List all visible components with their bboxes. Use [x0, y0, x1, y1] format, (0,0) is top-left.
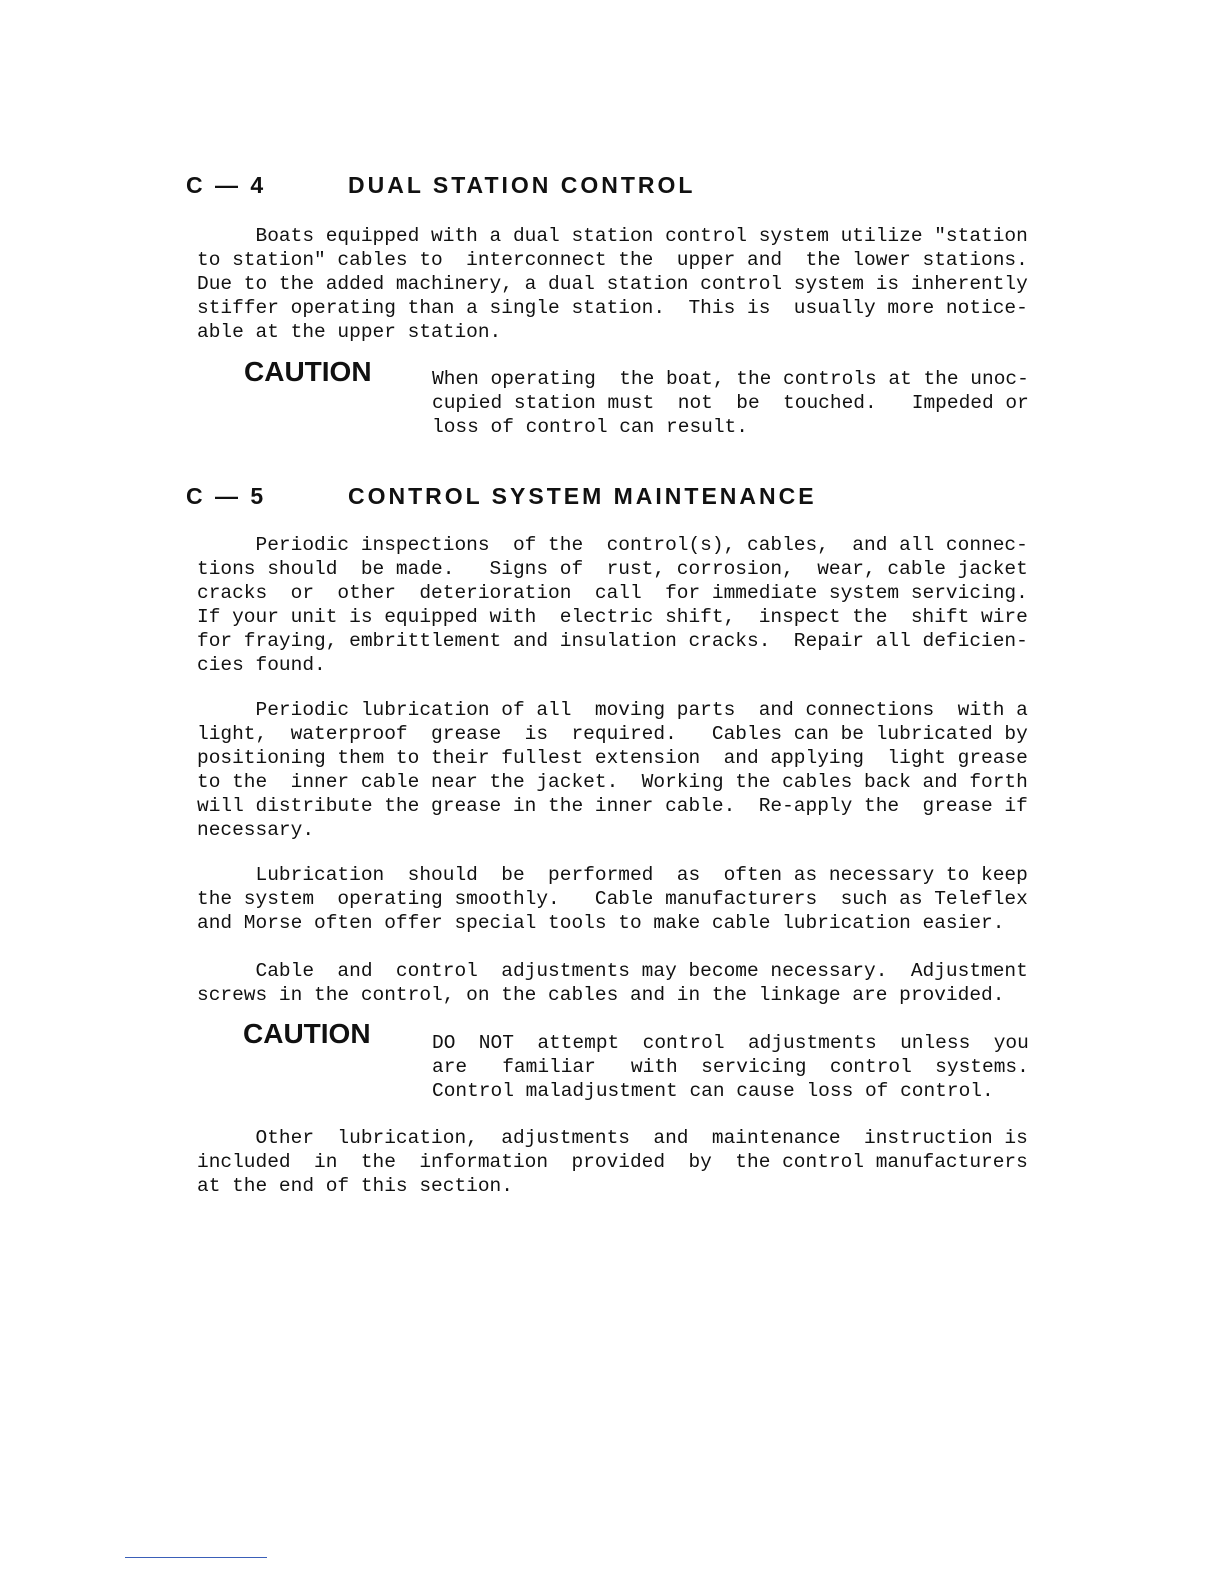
caution-text-line: cupied station must not be touched. Impeded or: [432, 392, 1029, 414]
text-line: for fraying, embrittlement and insulation cracks. Repair all deficien-: [197, 630, 1028, 652]
text-line: tions should be made. Signs of rust, corrosion, wear, cable jacket: [197, 558, 1028, 580]
section-c5-heading: [186, 483, 817, 510]
text-line: Cable and control adjustments may become necessary. Adjustment: [197, 960, 1028, 982]
text-line: If your unit is equipped with electric shift, inspect the shift wire: [197, 606, 1028, 628]
text-line: Lubrication should be performed as often as necessary to keep: [197, 864, 1028, 886]
text-line: stiffer operating than a single station. This is usually more notice-: [197, 297, 1028, 319]
text-line: to station" cables to interconnect the upper and the lower stations.: [197, 249, 1028, 271]
text-line: positioning them to their fullest extension and applying light grease: [197, 747, 1028, 769]
text-line: cracks or other deterioration call for immediate system servicing.: [197, 582, 1028, 604]
section-number: C — 5: [186, 483, 267, 509]
caution-label: CAUTION: [244, 356, 372, 387]
text-line: at the end of this section.: [197, 1175, 513, 1197]
text-line: the system operating smoothly. Cable manufacturers such as Teleflex: [197, 888, 1028, 910]
text-line: will distribute the grease in the inner cable. Re-apply the grease if: [197, 795, 1028, 817]
section-title: DUAL STATION CONTROL: [348, 172, 696, 198]
text-line: light, waterproof grease is required. Cables can be lubricated by: [197, 723, 1028, 745]
text-line: Due to the added machinery, a dual station control system is inherently: [197, 273, 1028, 295]
text-line: Periodic lubrication of all moving parts and connections with a: [197, 699, 1028, 721]
text-line: Boats equipped with a dual station control system utilize "station: [197, 225, 1028, 247]
caution-text-line: Control maladjustment can cause loss of control.: [432, 1080, 994, 1102]
text-line: Periodic inspections of the control(s), cables, and all connec-: [197, 534, 1028, 556]
text-line: able at the upper station.: [197, 321, 502, 343]
caution-label: CAUTION: [243, 1018, 371, 1049]
text-line: screws in the control, on the cables and in the linkage are provided.: [197, 984, 1005, 1006]
footer-rule: [125, 1557, 267, 1558]
text-line: Other lubrication, adjustments and maintenance instruction is: [197, 1127, 1028, 1149]
caution-text-line: DO NOT attempt control adjustments unless you: [432, 1032, 1029, 1054]
caution-text-line: loss of control can result.: [432, 416, 748, 438]
text-line: cies found.: [197, 654, 326, 676]
caution-text-line: When operating the boat, the controls at the unoc-: [432, 368, 1029, 390]
caution-text-line: are familiar with servicing control systems.: [432, 1056, 1029, 1078]
text-line: included in the information provided by the control manufacturers: [197, 1151, 1028, 1173]
section-c4-heading: [186, 172, 695, 199]
section-title: CONTROL SYSTEM MAINTENANCE: [348, 483, 817, 509]
text-line: and Morse often offer special tools to make cable lubrication easier.: [197, 912, 1005, 934]
text-line: to the inner cable near the jacket. Working the cables back and forth: [197, 771, 1028, 793]
text-line: necessary.: [197, 819, 315, 841]
section-number: C — 4: [186, 172, 267, 198]
